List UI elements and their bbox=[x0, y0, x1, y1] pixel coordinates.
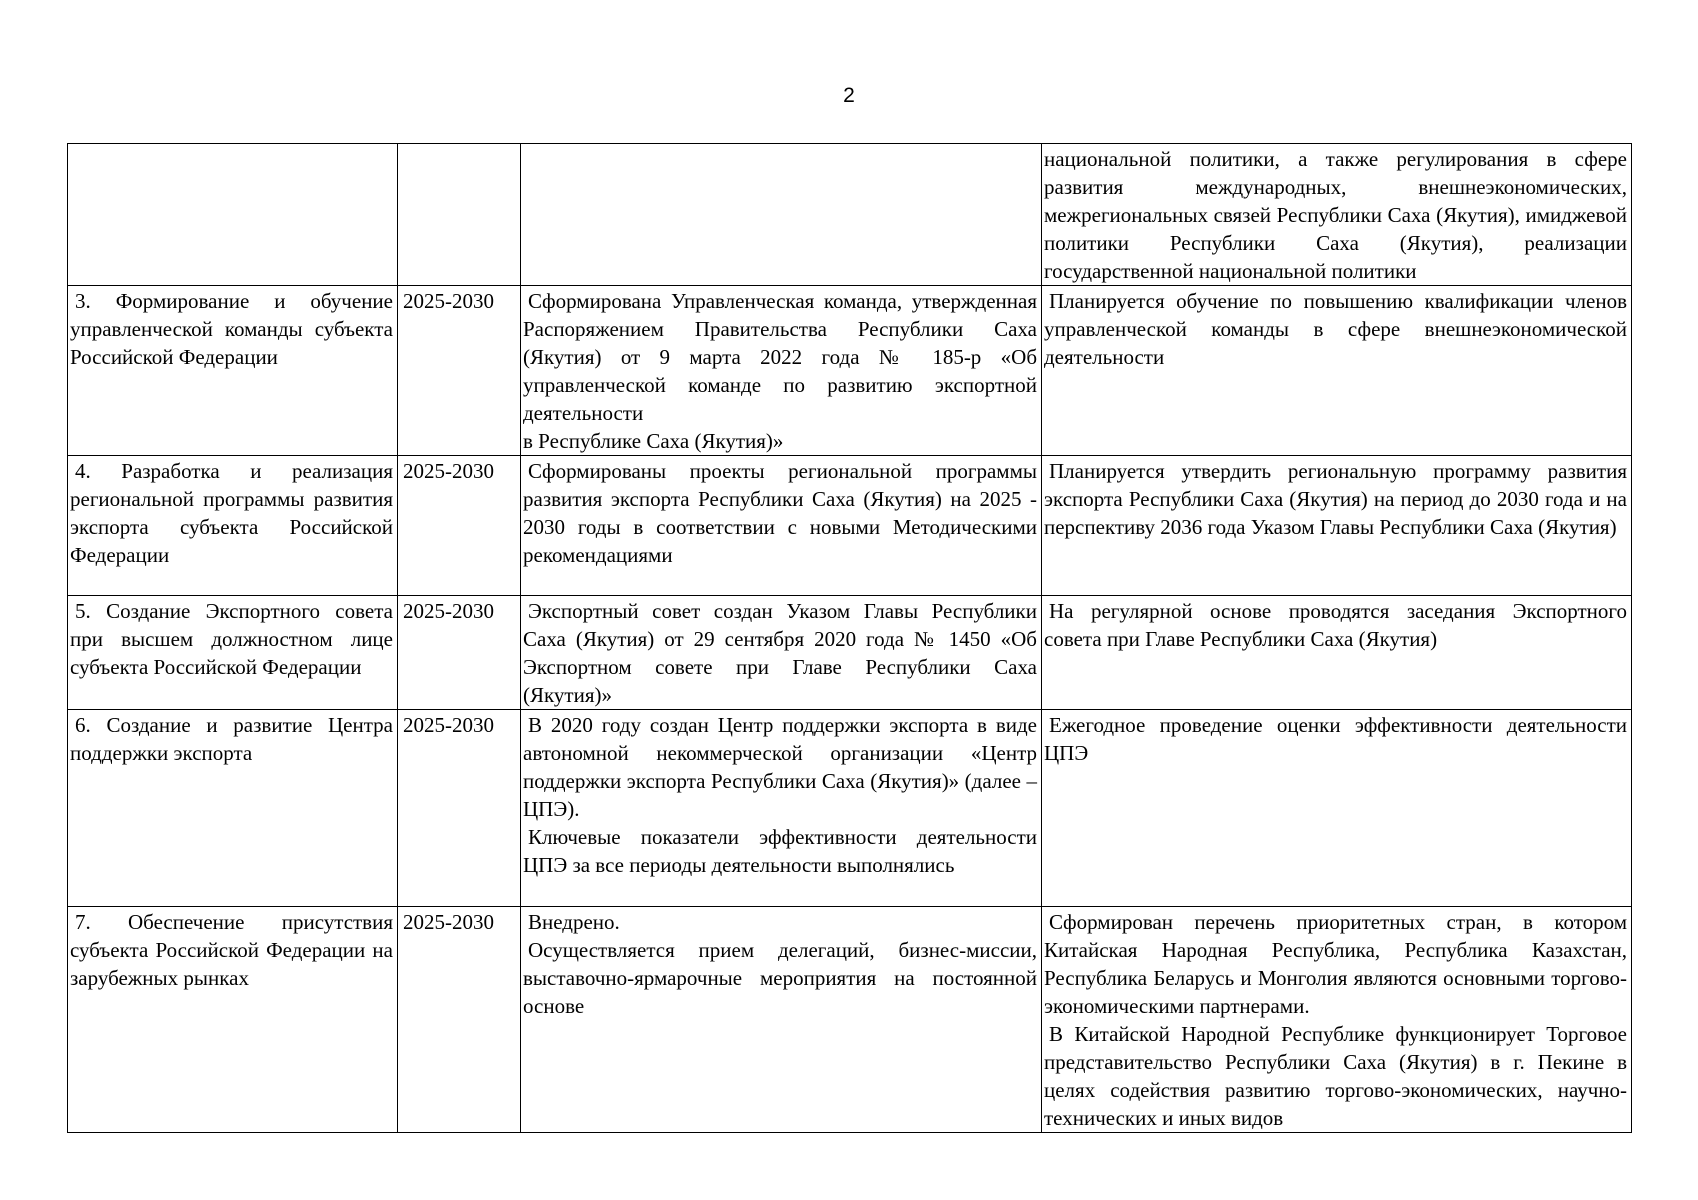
measure-period: 2025-2030 bbox=[403, 910, 494, 934]
plan-cell bbox=[1042, 710, 1632, 907]
status-text: Сформированы проекты региональной программы развития экспорта Республики Саха (Якутия) на 2025 - 2030 годы в соответствии с новыми Методическими рекомендациями bbox=[523, 459, 1037, 567]
status-text: Ключевые показатели эффективности деятельности ЦПЭ за все периоды деятельности выполнялись bbox=[523, 825, 1037, 877]
plan-text: Ежегодное проведение оценки эффективности деятельности ЦПЭ bbox=[1044, 713, 1627, 765]
measure-name-cell bbox=[68, 286, 398, 456]
plan-cell bbox=[1042, 144, 1632, 286]
measure-period: 2025-2030 bbox=[403, 459, 494, 483]
status-text: Экспортный совет создан Указом Главы Республики Саха (Якутия) от 29 сентября 2020 года № 1450 «Об Экспортном совете при Главе Республики Саха (Якутия)» bbox=[523, 599, 1037, 707]
plan-cell bbox=[1042, 456, 1632, 596]
period-cell bbox=[398, 456, 521, 596]
table-row bbox=[68, 144, 1632, 286]
measure-name: 3. Формирование и обучение управленческой команды субъекта Российской Федерации bbox=[70, 289, 393, 369]
table-row bbox=[68, 710, 1632, 907]
measures-table bbox=[67, 143, 1632, 1133]
status-text: Внедрено. bbox=[528, 910, 620, 934]
table-row bbox=[68, 286, 1632, 456]
status-cell bbox=[521, 144, 1042, 286]
plan-cell bbox=[1042, 286, 1632, 456]
status-cell bbox=[521, 596, 1042, 710]
plan-text: Планируется утвердить региональную программу развития экспорта Республики Саха (Якутия) на период до 2030 года и на перспективу 2036 года Указом Главы Республики Саха (Якутия) bbox=[1044, 459, 1627, 539]
plan-text: На регулярной основе проводятся заседания Экспортного совета при Главе Республики Саха (Якутия) bbox=[1044, 599, 1627, 651]
status-text: в Республике Саха (Якутия)» bbox=[523, 429, 784, 453]
plan-cell bbox=[1042, 907, 1632, 1133]
measure-name-cell bbox=[68, 710, 398, 907]
table-row bbox=[68, 596, 1632, 710]
measure-name-cell bbox=[68, 907, 398, 1133]
status-text: Сформирована Управленческая команда, утвержденная Распоряжением Правительства Республики Саха (Якутия) от 9 марта 2022 года № 185-р «Об управленческой команде по развитию экспортной деятельности bbox=[523, 289, 1037, 425]
measure-period: 2025-2030 bbox=[403, 599, 494, 623]
status-text: Осуществляется прием делегаций, бизнес-миссии, выставочно-ярмарочные мероприятия на постоянной основе bbox=[523, 938, 1037, 1018]
period-cell bbox=[398, 907, 521, 1133]
plan-text: В Китайской Народной Республике функционирует Торговое представительство Республики Саха (Якутия) в г. Пекине в целях содействия развитию торгово-экономических, научно-технических и иных видов bbox=[1044, 1022, 1627, 1130]
measure-period: 2025-2030 bbox=[403, 713, 494, 737]
measure-name: 5. Создание Экспортного совета при высшем должностном лице субъекта Российской Федерации bbox=[70, 599, 393, 679]
status-cell bbox=[521, 286, 1042, 456]
period-cell bbox=[398, 710, 521, 907]
status-text: В 2020 году создан Центр поддержки экспорта в виде автономной некоммерческой организации «Центр поддержки экспорта Республики Саха (Якутия)» (далее – ЦПЭ). bbox=[523, 713, 1037, 821]
measure-name-cell bbox=[68, 596, 398, 710]
measure-name-cell bbox=[68, 144, 398, 286]
page-number: 2 bbox=[843, 84, 855, 107]
measure-name-cell bbox=[68, 456, 398, 596]
table-row bbox=[68, 907, 1632, 1133]
measure-name: 4. Разработка и реализация региональной программы развития экспорта субъекта Российской Федерации bbox=[70, 459, 393, 567]
measure-name: 7. Обеспечение присутствия субъекта Российской Федерации на зарубежных рынках bbox=[70, 910, 393, 990]
plan-text: Планируется обучение по повышению квалификации членов управленческой команды в сфере внешнеэкономической деятельности bbox=[1044, 289, 1627, 369]
plan-cell bbox=[1042, 596, 1632, 710]
measure-period: 2025-2030 bbox=[403, 289, 494, 313]
plan-text: Сформирован перечень приоритетных стран, в котором Китайская Народная Республика, Республика Казахстан, Республика Беларусь и Монголия являются основными торгово-экономическими партнерами. bbox=[1044, 910, 1627, 1018]
period-cell bbox=[398, 596, 521, 710]
plan-text: национальной политики, а также регулирования в сфере развития международных, внешнеэкономических, межрегиональных связей Республики Саха (Якутия), имиджевой политики Республики Саха (Якутия), реализации государственной национальной политики bbox=[1044, 147, 1627, 283]
status-cell bbox=[521, 710, 1042, 907]
status-cell bbox=[521, 456, 1042, 596]
measure-name: 6. Создание и развитие Центра поддержки экспорта bbox=[70, 713, 393, 765]
table-row bbox=[68, 456, 1632, 596]
status-cell bbox=[521, 907, 1042, 1133]
period-cell bbox=[398, 144, 521, 286]
period-cell bbox=[398, 286, 521, 456]
